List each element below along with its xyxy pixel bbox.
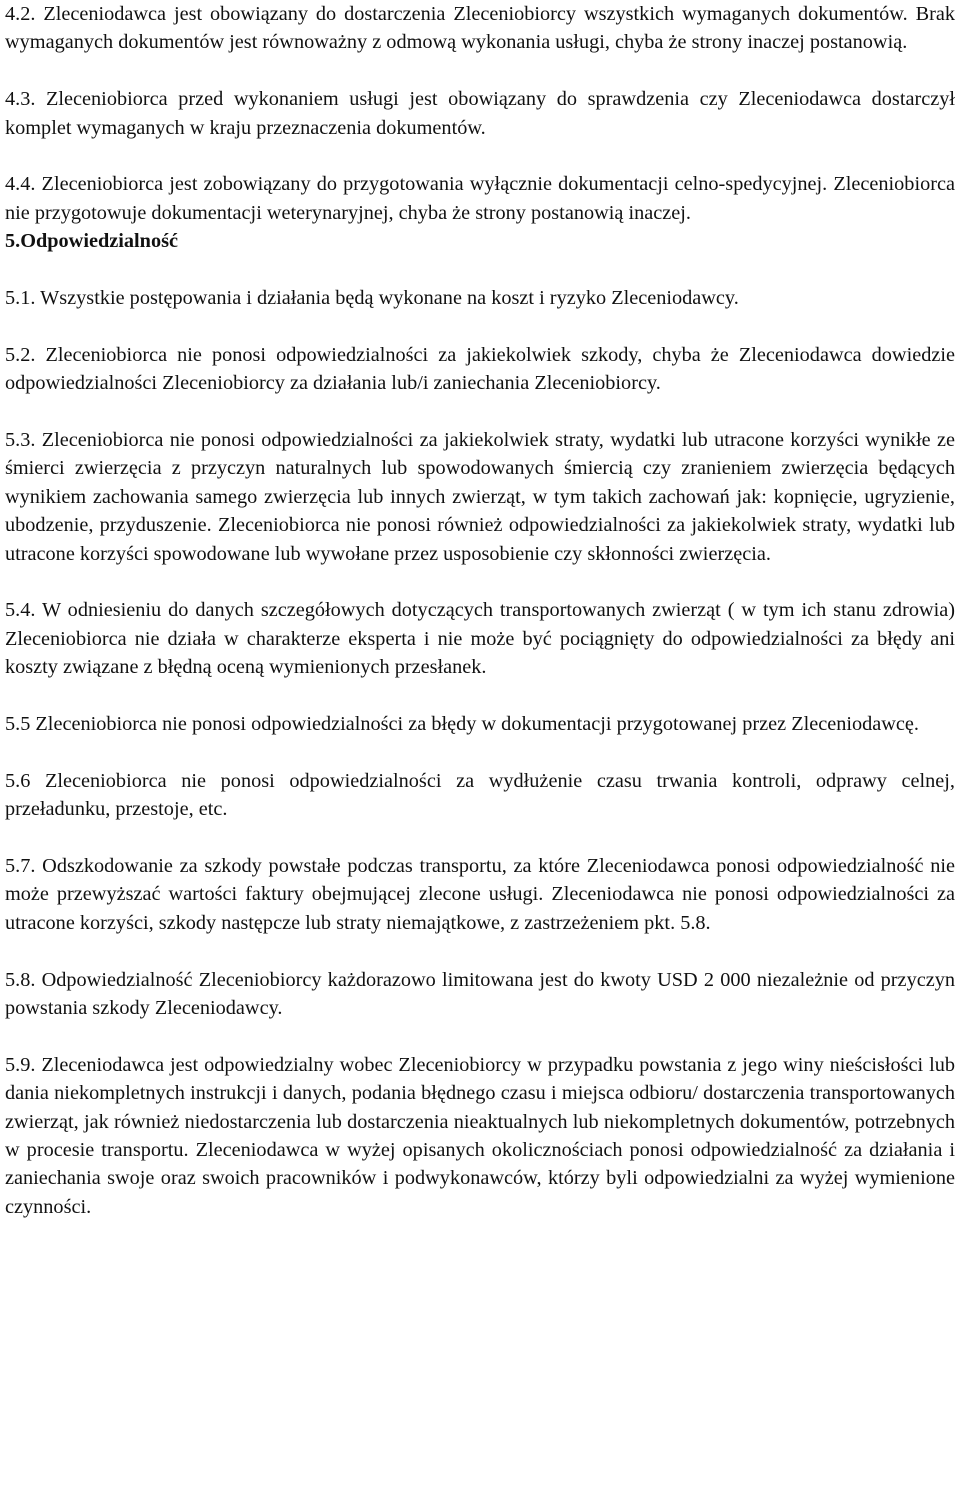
- section-heading-5: 5.Odpowiedzialność: [5, 230, 178, 253]
- paragraph-5-4: 5.4. W odniesieniu do danych szczegółowych dotyczących transportowanych zwierząt ( w tym ich stanu zdrowia) Zleceniobiorca nie działa w charakterze eksperta i nie może być pociągnięty do odpowiedzialności za błędy ani koszty związane z błędną oceną wymienionych przesłanek.: [5, 599, 955, 679]
- paragraph-4-2: 4.2. Zleceniodawca jest obowiązany do dostarczenia Zleceniobiorcy wszystkich wymaganych dokumentów. Brak wymaganych dokumentów jest równoważny z odmową wykonania usługi, chyba że strony inaczej postanowią.: [5, 3, 955, 54]
- document-page: [5, 0, 955, 1221]
- paragraph-5-1: 5.1. Wszystkie postępowania i działania będą wykonane na koszt i ryzyko Zleceniodawcy.: [5, 287, 739, 310]
- paragraph-5-5: 5.5 Zleceniobiorca nie ponosi odpowiedzialności za błędy w dokumentacji przygotowanej przez Zleceniodawcę.: [5, 713, 920, 736]
- paragraph-5-2: 5.2. Zleceniobiorca nie ponosi odpowiedzialności za jakiekolwiek szkody, chyba że Zleceniodawca dowiedzie odpowiedzialności Zleceniobiorcy za działania lub/i zaniechania Zleceniobiorcy.: [5, 343, 955, 395]
- paragraph-5-9: 5.9. Zleceniodawca jest odpowiedzialny wobec Zleceniobiorcy w przypadku powstania z jego winy nieścisłości lub dania niekompletnych instrukcji i danych, podania błędnego czasu i miejsca odbioru/ dostarczenia transportowanych zwierząt, jak również niedostarczenia lub dostarczenia nieaktualnych lub niekompletnych dokumentów, potrzebnych w procesie transportu. Zleceniodawca w wyżej opisanych okolicznościach ponosi odpowiedzialność za działania i zaniechania swoje oraz swoich pracowników i podwykonawców, którzy byli odpowiedzialni za wyżej wymienione czynności.: [5, 1053, 955, 1218]
- paragraph-5-6: 5.6 Zleceniobiorca nie ponosi odpowiedzialności za wydłużenie czasu trwania kontroli, odprawy celnej, przeładunku, przestoje, etc.: [5, 769, 955, 821]
- paragraph-4-4: 4.4. Zleceniobiorca jest zobowiązany do przygotowania wyłącznie dokumentacji celno-spedycyjnej. Zleceniobiorca nie przygotowuje dokumentacji weterynaryjnej, chyba że strony postanowią inaczej.: [5, 173, 955, 224]
- paragraph-5-8: 5.8. Odpowiedzialność Zleceniobiorcy każdorazowo limitowana jest do kwoty USD 2 000 niezależnie od przyczyn powstania szkody Zleceniodawcy.: [5, 968, 955, 1020]
- paragraph-5-3: 5.3. Zleceniobiorca nie ponosi odpowiedzialności za jakiekolwiek straty, wydatki lub utracone korzyści wynikłe ze śmierci zwierzęcia z przyczyn naturalnych lub spowodowanych śmiercią czy zranieniem zwierzęcia będących wynikiem zachowania samego zwierzęcia lub innych zwierząt, w tym takich zachowań jak: kopnięcie, ugryzienie, ubodzenie, przyduszenie. Zleceniobiorca nie ponosi również odpowiedzialności za jakiekolwiek straty, wydatki lub utracone korzyści spowodowane lub wywołane przez usposobienie czy skłonności zwierzęcia.: [5, 429, 955, 565]
- paragraph-4-3: 4.3. Zleceniobiorca przed wykonaniem usługi jest obowiązany do sprawdzenia czy Zleceniodawca dostarczył komplet wymaganych w kraju przeznaczenia dokumentów.: [5, 88, 955, 139]
- paragraph-5-7: 5.7. Odszkodowanie za szkody powstałe podczas transportu, za które Zleceniodawca ponosi odpowiedzialność nie może przewyższać wartości faktury obejmującej zlecone usługi. Zleceniodawca nie ponosi odpowiedzialności za utracone korzyści, szkody następcze lub straty niemajątkowe, z zastrzeżeniem pkt. 5.8.: [5, 855, 955, 934]
